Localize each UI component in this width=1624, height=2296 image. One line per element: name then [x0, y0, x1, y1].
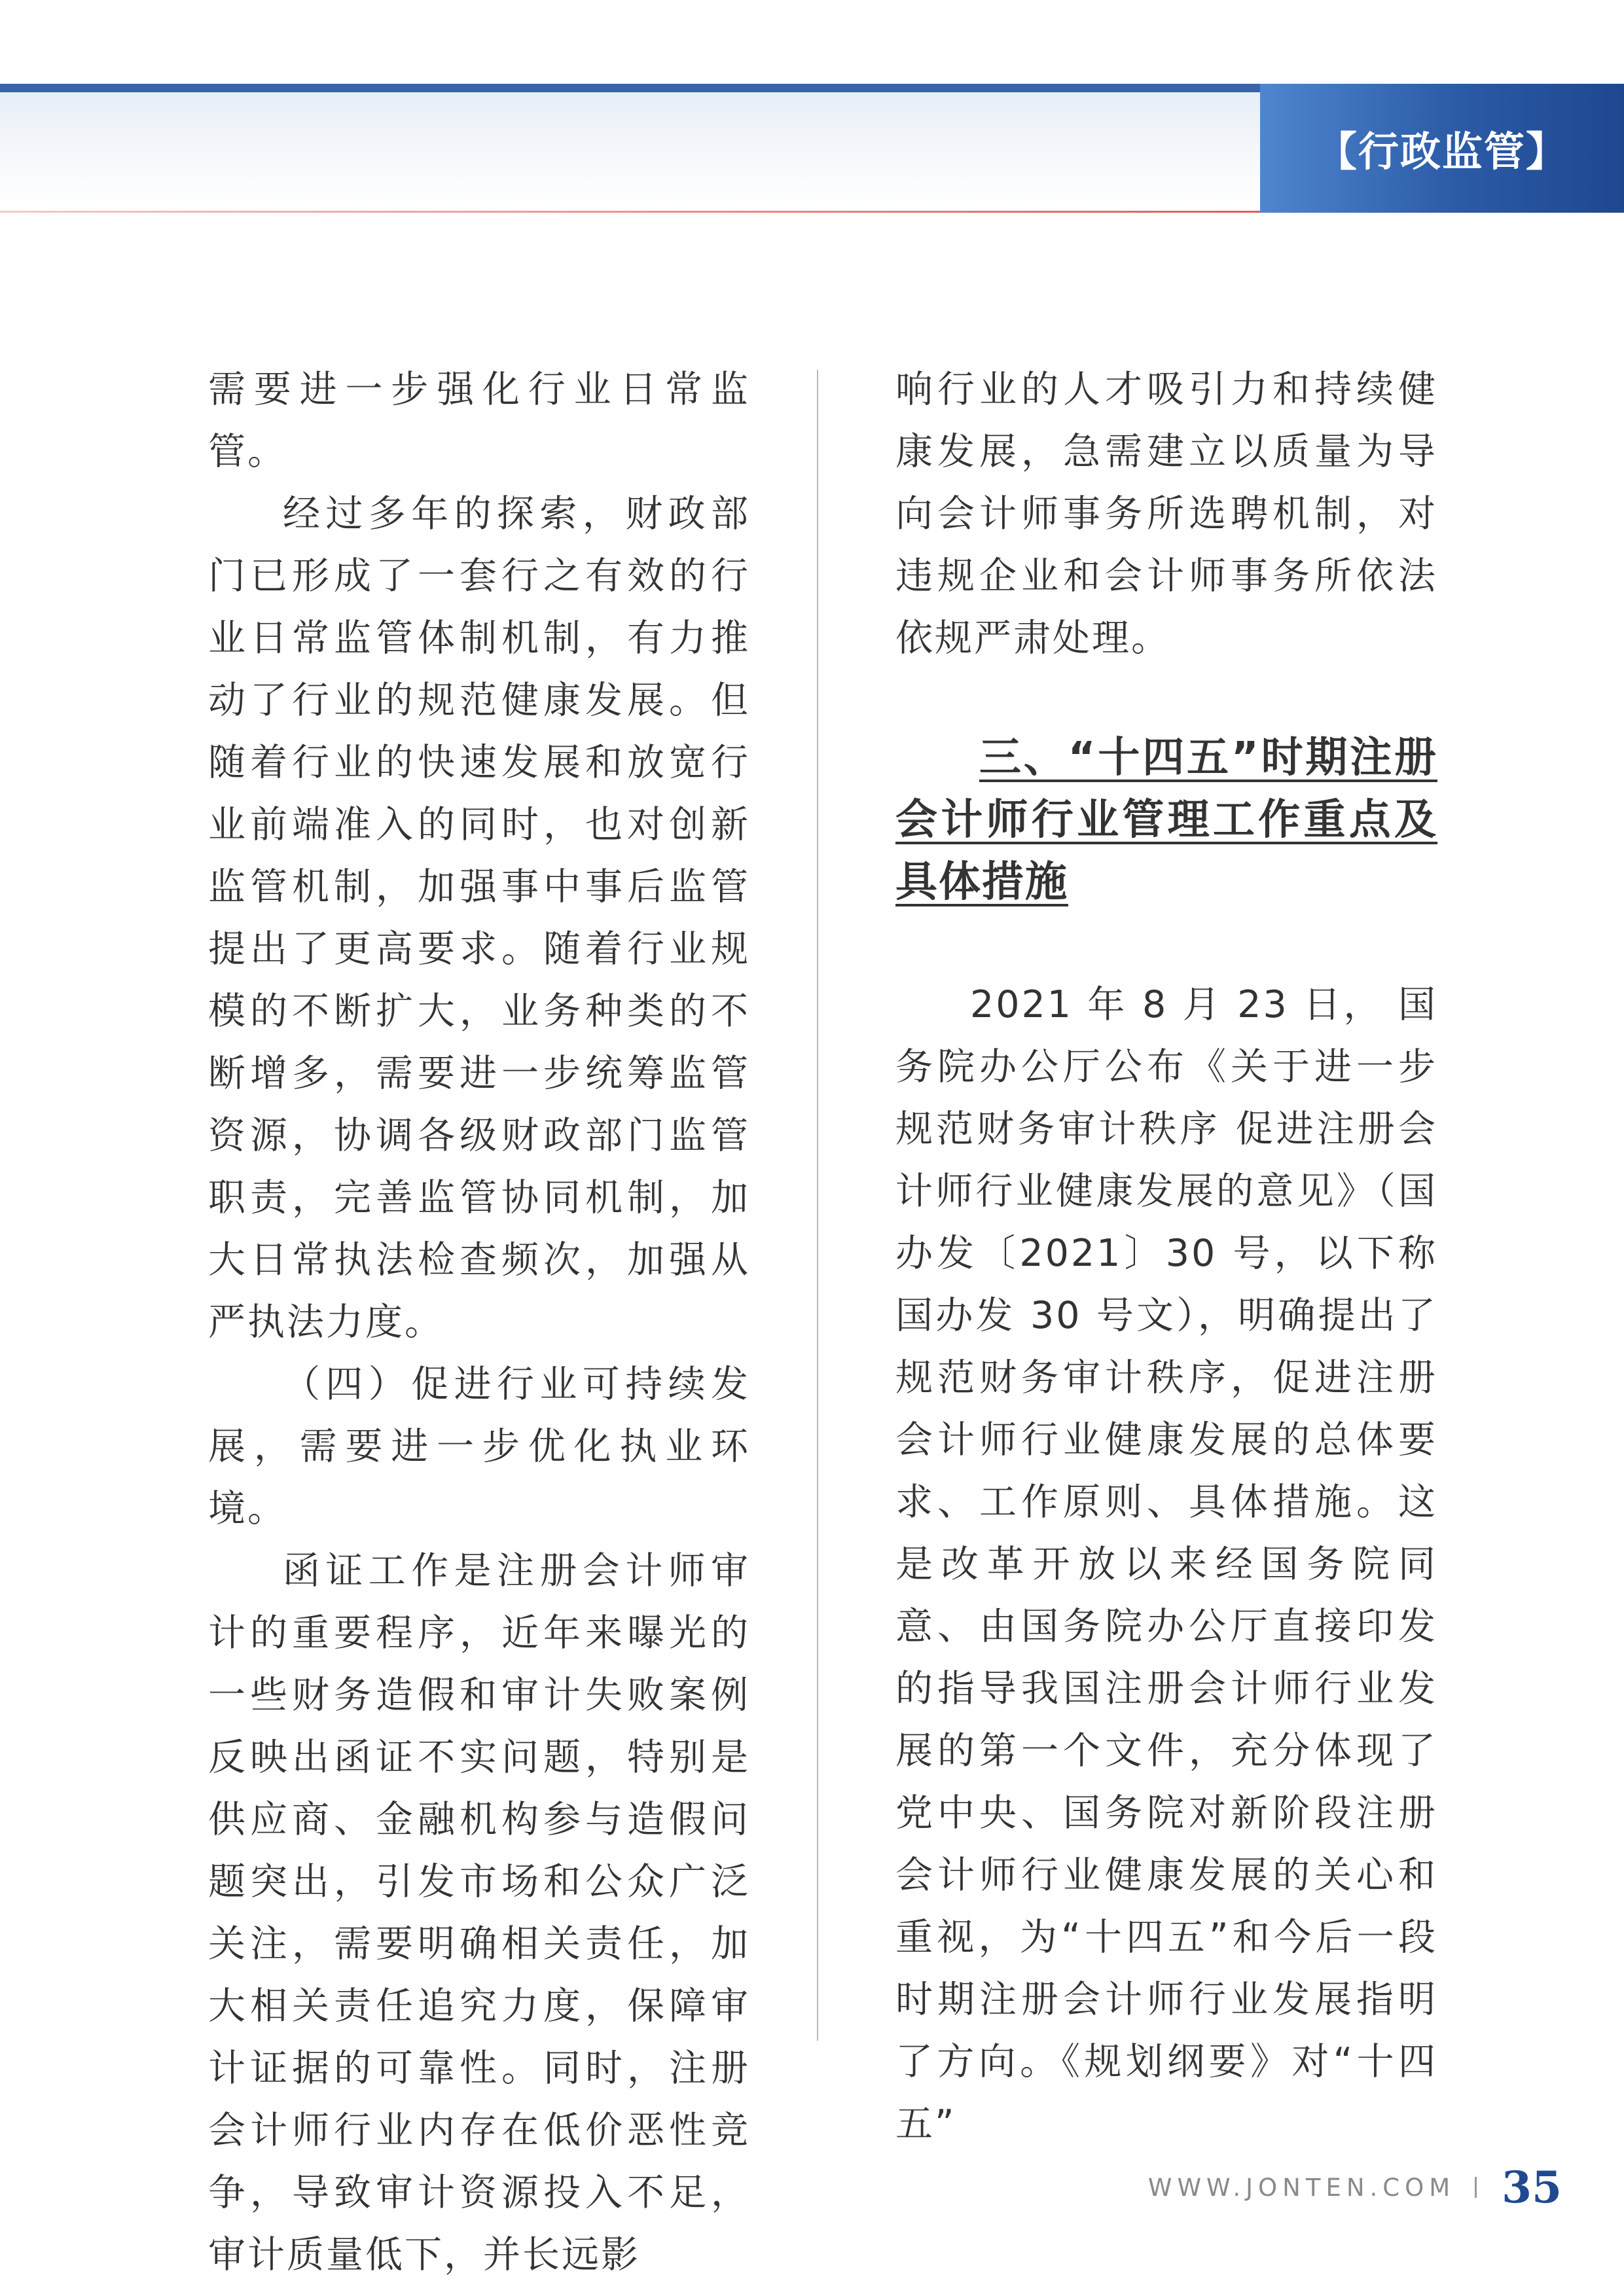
header-band [0, 84, 1260, 213]
section-heading [895, 670, 1437, 974]
page-number: 35 [1502, 2162, 1562, 2213]
section-tab [1260, 84, 1624, 213]
header-top-rule [0, 84, 1260, 92]
paragraph: 经过多年的探索，财政部门已形成了一套行之有效的行业日常监管体制机制，有力推动了行业的规范健康发展。但随着行业的快速发展和放宽行业前端准入的同时，也对创新监管机制，加强事中事后监管提出了更高要求。随着行业规模的不断扩大，业务种类的不断增多，需要进一步统筹监管资源，协调各级财政部门监管职责，完善监管协同机制，加大日常执法检查频次，加强从严执法力度。 [208, 492, 750, 1344]
website-url: WWW.JONTEN.COM [1147, 2173, 1456, 2202]
section-heading-text: 三、“十四五”时期注册会计师行业管理工作重点及具体措施 [895, 734, 1437, 906]
right-column [895, 359, 1437, 2155]
column-divider [817, 370, 818, 2041]
footer-separator [1475, 2177, 1477, 2198]
subheading-paragraph: （四）促进行业可持续发展，需要进一步优化执业环境。 [208, 1363, 750, 1530]
paragraph: 需要进一步强化行业日常监管。 [208, 368, 750, 473]
header-bottom-rule [0, 211, 1260, 213]
left-column [208, 359, 750, 2286]
paragraph: 函证工作是注册会计师审计的重要程序，近年来曝光的一些财务造假和审计失败案例反映出函证不实问题，特别是供应商、金融机构参与造假问题突出，引发市场和公众广泛关注，需要明确相关责任，加大相关责任追究力度，保障审计证据的可靠性。同时，注册会计师行业内存在低价恶性竞争，导致审计资源投入不足，审计质量低下，并长远影 [208, 1549, 750, 2276]
paragraph: 响行业的人才吸引力和持续健康发展，急需建立以质量为导向会计师事务所选聘机制，对违规企业和会计师事务所依法依规严肃处理。 [895, 368, 1437, 660]
paragraph: 2021 年 8 月 23 日， 国 务院办公厅公布《关于进一步规范财务审计秩序 促进注册会计师行业健康发展的意见》（国办发〔2021〕30 号，以下称国办发 30 号文），明确提出了规范财务审计秩序，促进注册会计师行业健康发展的总体要求、工作原则、具体措施。这是改革开放以来经国务院同意、由国务院办公厅直接印发的指导我国注册会计师行业发展的第一个文件，充分体现了党中央、国务院对新阶段注册会计师行业健康发展的关心和重视，为“十四五”和今后一段时期注册会计师行业发展指明了方向。《规划纲要》对“十四五” [895, 983, 1437, 2145]
page-footer [1127, 2161, 1624, 2214]
section-label: 【行政监管】 [1316, 128, 1568, 175]
